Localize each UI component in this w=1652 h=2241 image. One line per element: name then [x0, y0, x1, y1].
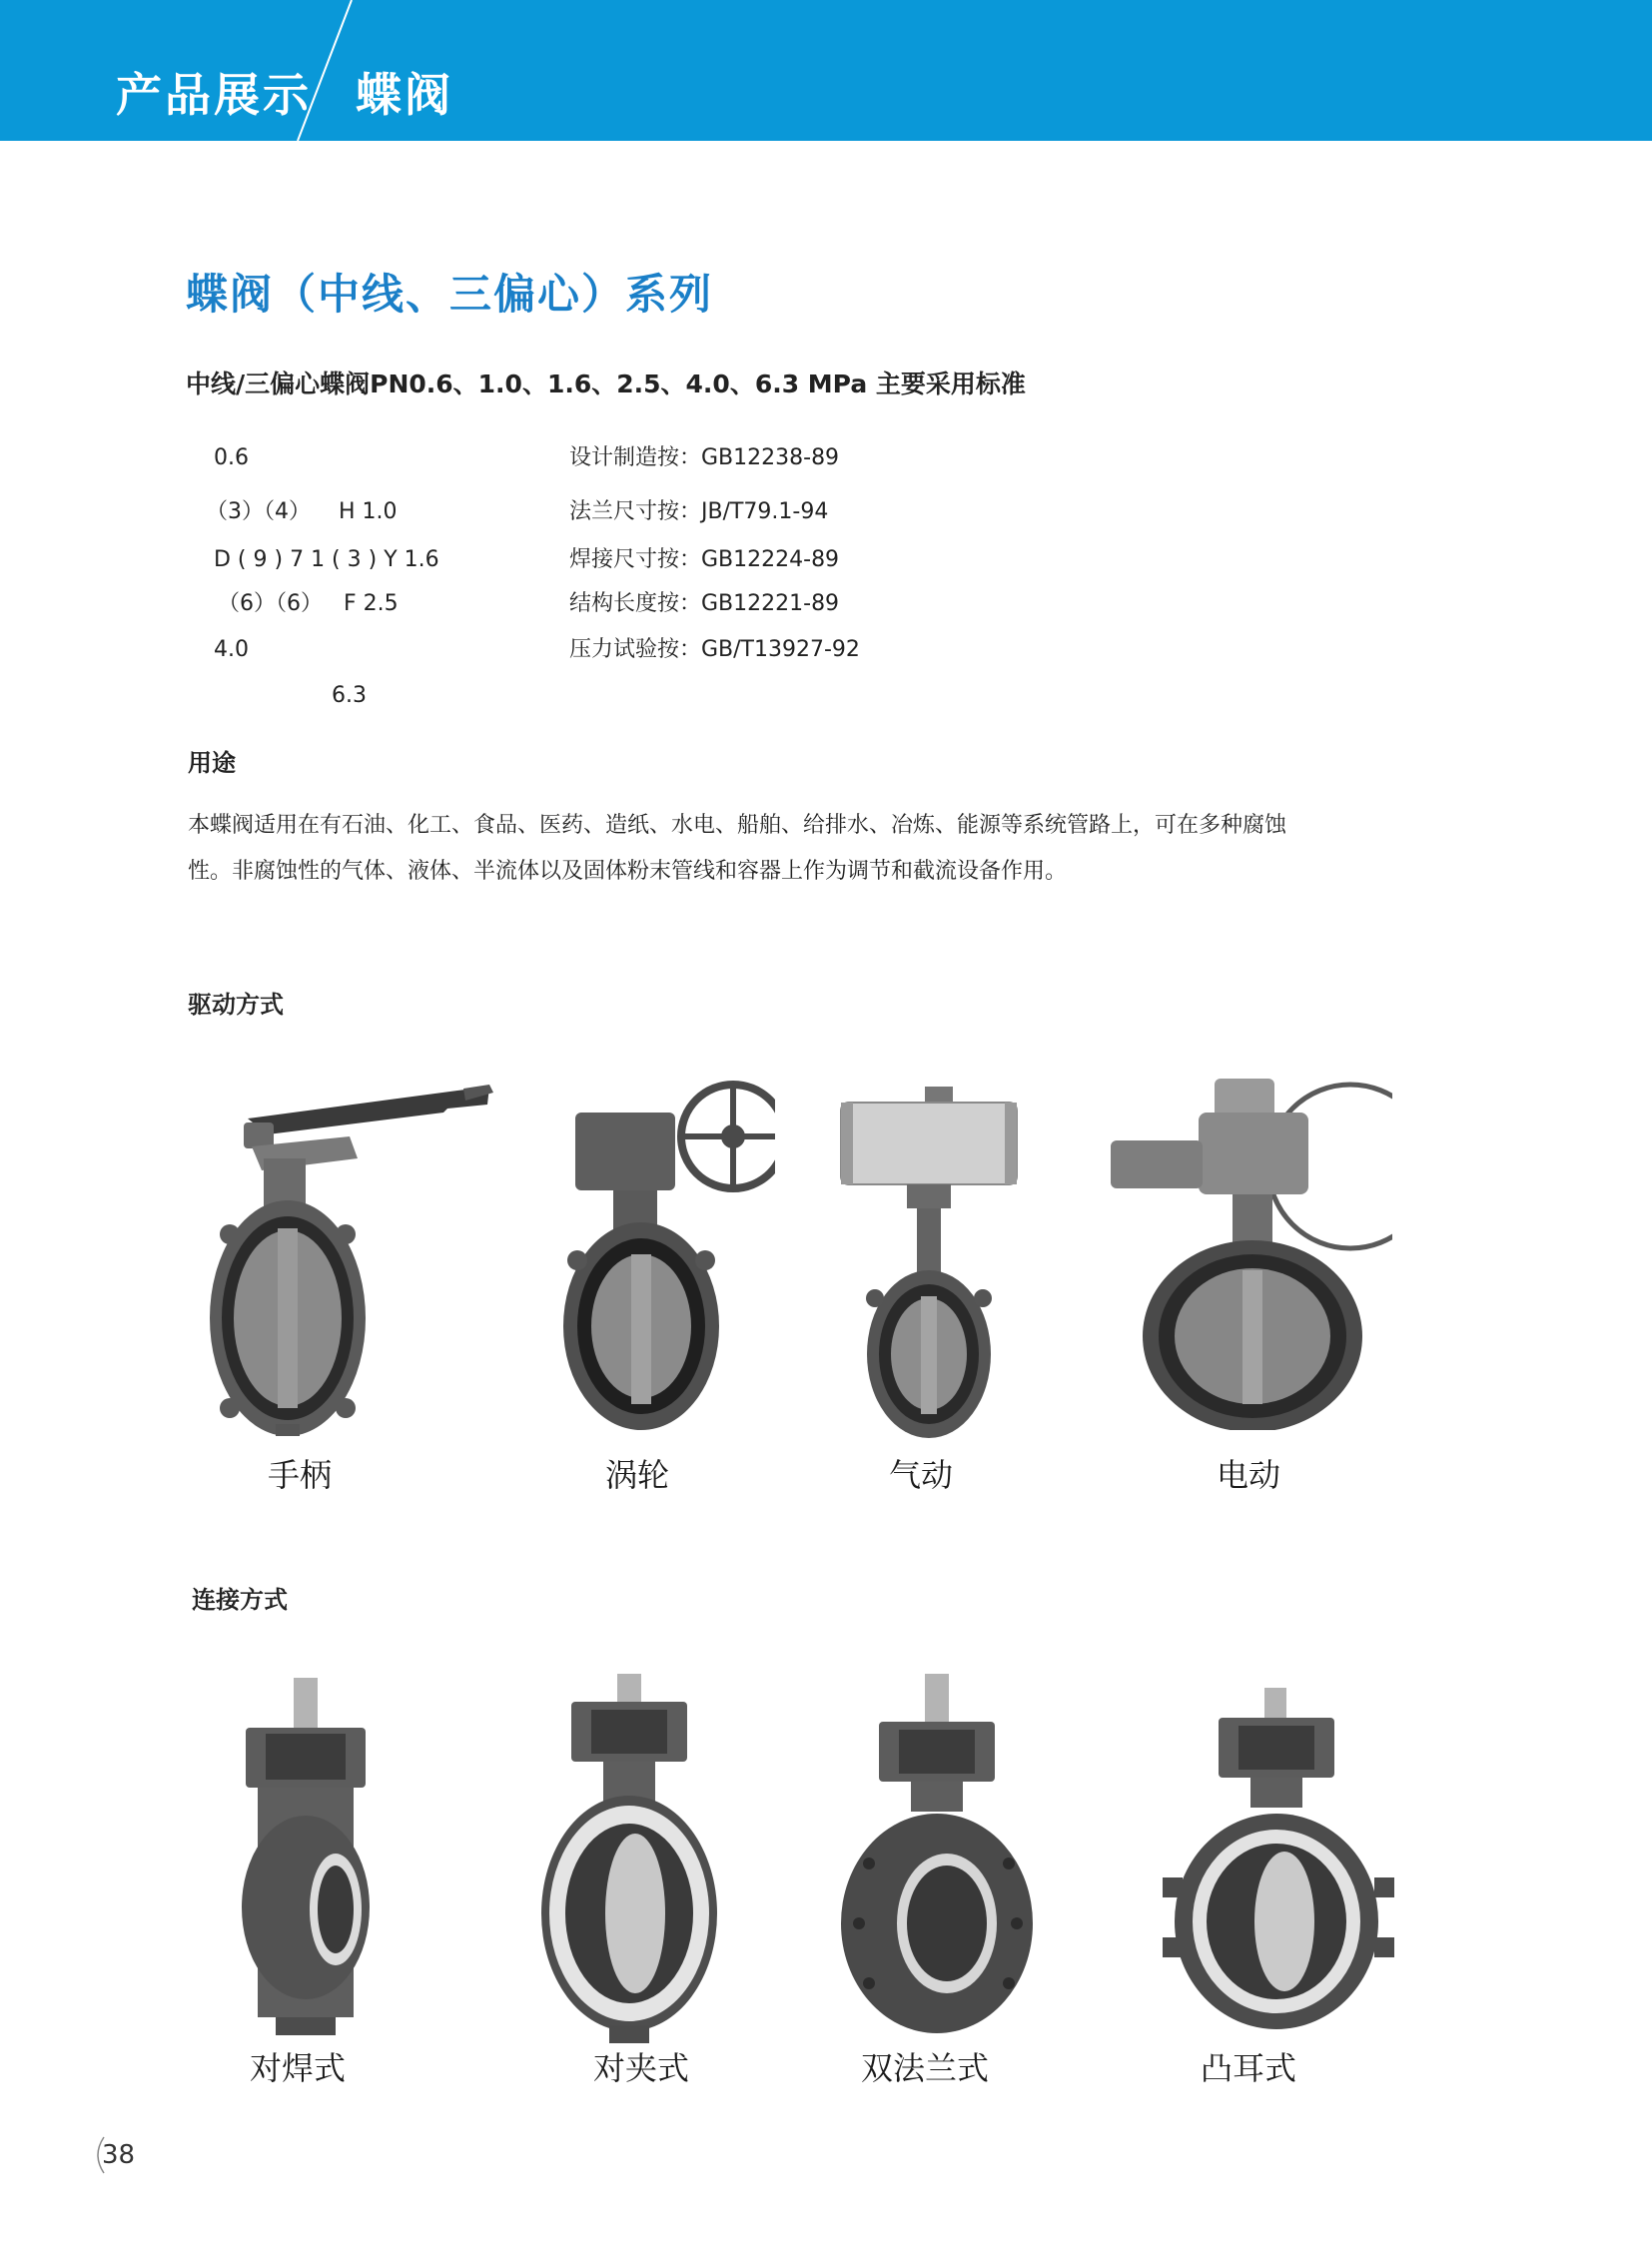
standard-item: 压力试验按：GB/T13927-92 — [569, 637, 860, 662]
connection-caption-lug: 凸耳式 — [1201, 2049, 1297, 2087]
usage-text-line: 性。非腐蚀性的气体、液体、半流体以及固体粉末管线和容器上作为调节和截流设备作用。 — [188, 859, 1068, 884]
lug-butterfly-valve-image — [1163, 1688, 1394, 2037]
connection-caption-wafer: 对夹式 — [593, 2049, 690, 2087]
drive-caption-pneumatic: 气动 — [889, 1456, 954, 1494]
standard-item: 设计制造按：GB12238-89 — [569, 445, 840, 470]
drive-caption-handle: 手柄 — [268, 1456, 333, 1494]
series-title: 蝶阀（中线、三偏心）系列 — [186, 270, 714, 319]
double-flange-butterfly-valve-image — [839, 1674, 1035, 2039]
standards-heading: 中线/三偏心蝶阀PN0.6、1.0、1.6、2.5、4.0、6.3 MPa 主要采用标准 — [186, 370, 1026, 398]
wafer-butterfly-valve-image — [539, 1674, 719, 2045]
drive-caption-electric: 电动 — [1217, 1456, 1281, 1494]
standard-item: 结构长度按：GB12221-89 — [569, 591, 840, 616]
spec-code-line: 6.3 — [332, 683, 367, 708]
spec-code-line: （6）（6） F 2.5 — [218, 591, 399, 616]
connection-heading: 连接方式 — [192, 1586, 288, 1614]
standard-item: 焊接尺寸按：GB12224-89 — [569, 547, 840, 572]
spec-code-line: 4.0 — [214, 637, 249, 662]
header-section-title: 产品展示 — [116, 68, 312, 122]
drive-caption-worm-gear: 涡轮 — [605, 1456, 670, 1494]
standard-item: 法兰尺寸按：JB/T79.1-94 — [569, 499, 829, 524]
usage-heading: 用途 — [188, 749, 236, 777]
drive-heading: 驱动方式 — [188, 991, 284, 1019]
connection-caption-butt-weld: 对焊式 — [250, 2049, 347, 2087]
spec-code-line: D ( 9 ) 7 1 ( 3 ) Y 1.6 — [214, 547, 439, 572]
page-number: 38 — [102, 2140, 136, 2170]
header-topic-title: 蝶阀 — [356, 68, 453, 122]
handle-butterfly-valve-image — [208, 1079, 497, 1438]
butt-weld-butterfly-valve-image — [236, 1678, 386, 2037]
spec-code-line: 0.6 — [214, 445, 249, 470]
worm-gear-butterfly-valve-image — [555, 1065, 775, 1444]
usage-text-line: 本蝶阀适用在有石油、化工、食品、医药、造纸、水电、船舶、给排水、冶炼、能源等系统管路上，可在多种腐蚀 — [188, 813, 1287, 838]
electric-butterfly-valve-image — [1103, 1071, 1392, 1430]
pneumatic-butterfly-valve-image — [839, 1087, 1029, 1446]
spec-code-line: （3）（4） H 1.0 — [206, 499, 398, 524]
connection-caption-double-flange: 双法兰式 — [861, 2049, 990, 2087]
